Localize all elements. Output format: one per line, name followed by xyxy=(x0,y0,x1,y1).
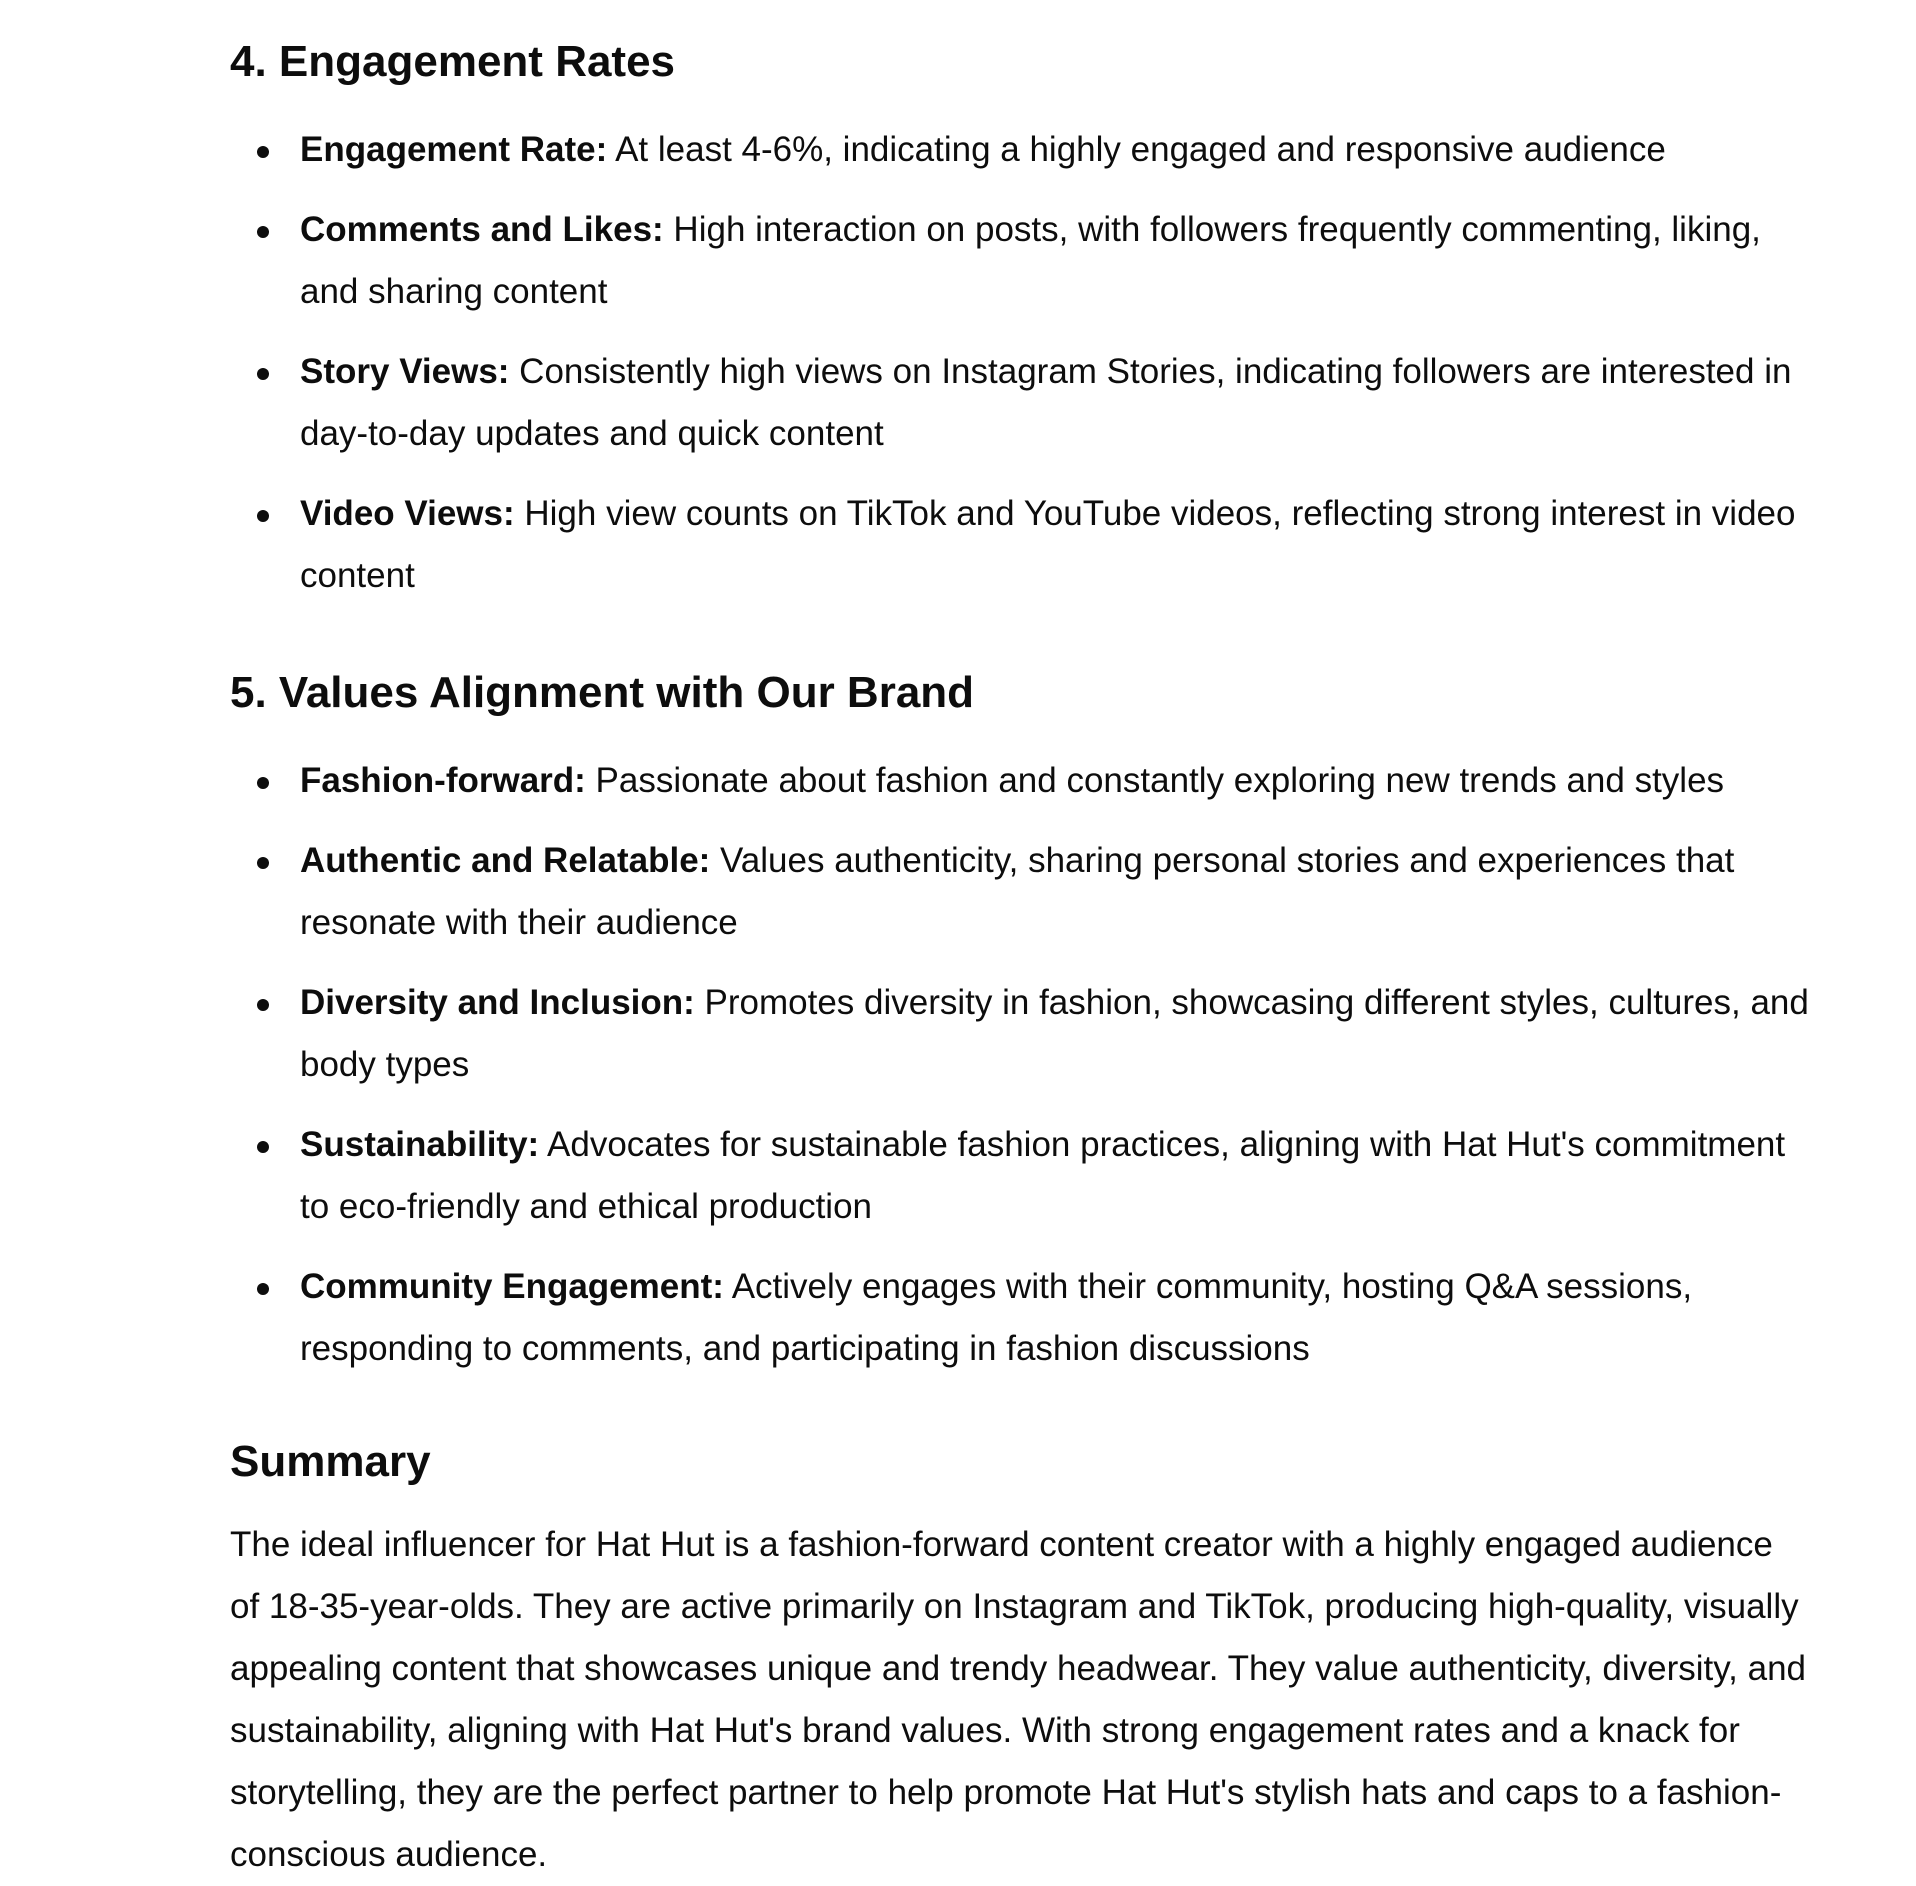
bullet-icon xyxy=(257,510,269,522)
item-label: Authentic and Relatable: xyxy=(300,840,711,880)
item-text: Advocates for sustainable fashion practices, aligning with Hat Hut's commitment to eco-friendly and ethical production xyxy=(300,1124,1786,1226)
item-label: Sustainability: xyxy=(300,1124,540,1164)
item-text: At least 4-6%, indicating a highly engaged and responsive audience xyxy=(607,129,1666,169)
list-item xyxy=(230,830,1810,954)
item-text: Values authenticity, sharing personal stories and experiences that resonate with their audience xyxy=(300,840,1735,942)
section-heading-summary: Summary xyxy=(230,1436,431,1486)
list-item xyxy=(230,199,1810,323)
bullet-icon xyxy=(257,146,269,158)
document-content xyxy=(230,0,1810,1886)
item-text: Actively engages with their community, hosting Q&A sessions, responding to comments, and participating in fashion discussions xyxy=(300,1266,1693,1368)
item-text: High interaction on posts, with followers frequently commenting, liking, and sharing content xyxy=(300,209,1761,311)
bullet-icon xyxy=(257,1283,269,1295)
values-alignment-list xyxy=(230,750,1810,1380)
list-item xyxy=(230,1256,1810,1380)
list-item xyxy=(230,119,1810,181)
bullet-icon xyxy=(257,368,269,380)
item-label: Engagement Rate: xyxy=(300,129,608,169)
item-label: Fashion-forward: xyxy=(300,760,586,800)
item-text: Consistently high views on Instagram Stories, indicating followers are interested in day-to-day updates and quick content xyxy=(300,351,1792,453)
bullet-icon xyxy=(257,226,269,238)
item-label: Comments and Likes: xyxy=(300,209,664,249)
bullet-icon xyxy=(257,777,269,789)
summary-paragraph: The ideal influencer for Hat Hut is a fashion-forward content creator with a highly engaged audience of 18-35-year-olds. They are active primarily on Instagram and TikTok, producing high-quality, visually appealing content that showcases unique and trendy headwear. They value authenticity, diversity, and sustainability, aligning with Hat Hut's brand values. With strong engagement rates and a knack for storytelling, they are the perfect partner to help promote Hat Hut's stylish hats and caps to a fashion-conscious audience. xyxy=(230,1525,1807,1875)
section-heading-values-alignment: 5. Values Alignment with Our Brand xyxy=(230,667,975,717)
bullet-icon xyxy=(257,857,269,869)
item-label: Community Engagement: xyxy=(300,1266,724,1306)
list-item xyxy=(230,341,1810,465)
list-item xyxy=(230,972,1810,1096)
item-label: Video Views: xyxy=(300,493,515,533)
bullet-icon xyxy=(257,1141,269,1153)
item-text: Passionate about fashion and constantly exploring new trends and styles xyxy=(585,760,1725,800)
item-label: Diversity and Inclusion: xyxy=(300,982,695,1022)
list-item xyxy=(230,750,1810,812)
item-label: Story Views: xyxy=(300,351,510,391)
engagement-rates-list xyxy=(230,119,1810,607)
list-item xyxy=(230,1114,1810,1238)
bullet-icon xyxy=(257,999,269,1011)
list-item xyxy=(230,483,1810,607)
item-text: High view counts on TikTok and YouTube videos, reflecting strong interest in video content xyxy=(300,493,1796,595)
section-heading-engagement-rates: 4. Engagement Rates xyxy=(230,37,676,86)
item-text: Promotes diversity in fashion, showcasing different styles, cultures, and body types xyxy=(300,982,1809,1084)
